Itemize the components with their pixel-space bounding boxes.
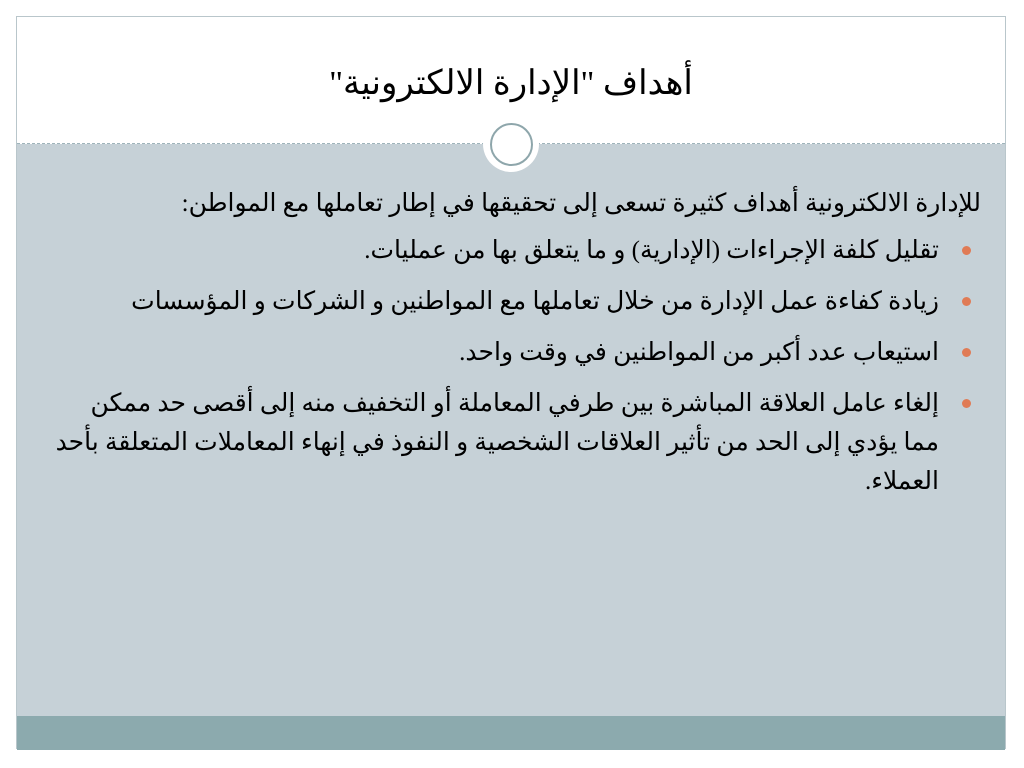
content-area bbox=[17, 144, 1005, 716]
ring-inner bbox=[490, 123, 533, 166]
intro-paragraph: للإدارة الالكترونية أهداف كثيرة تسعى إلى تحقيقها في إطار تعاملها مع المواطن: bbox=[181, 190, 981, 217]
bullet-item bbox=[55, 384, 981, 501]
bullet-item bbox=[55, 231, 981, 270]
bullet-text: تقليل كلفة الإجراءات (الإدارية) و ما يتعلق بها من عمليات. bbox=[364, 237, 939, 264]
bullet-dot-icon bbox=[962, 399, 971, 408]
bullet-list bbox=[55, 231, 981, 501]
bullet-item bbox=[55, 333, 981, 372]
bullet-dot-icon bbox=[962, 348, 971, 357]
bullet-dot-icon bbox=[962, 246, 971, 255]
bottom-band bbox=[17, 716, 1005, 750]
bullet-text: زيادة كفاءة عمل الإدارة من خلال تعاملها مع المواطنين و الشركات و المؤسسات bbox=[131, 288, 939, 315]
bullet-text: استيعاب عدد أكبر من المواطنين في وقت واحد. bbox=[459, 339, 939, 366]
body-text bbox=[55, 184, 981, 513]
slide bbox=[16, 16, 1006, 749]
slide-title: أهداف "الإدارة الالكترونية" bbox=[329, 64, 693, 102]
bullet-item bbox=[55, 282, 981, 321]
bullet-dot-icon bbox=[962, 297, 971, 306]
bullet-text: إلغاء عامل العلاقة المباشرة بين طرفي المعاملة أو التخفيف منه إلى أقصى حد ممكن مما يؤدي إلى الحد من تأثير العلاقات الشخصية و النفوذ في إنهاء المعاملات المتعلقة بأحد العملاء. bbox=[55, 390, 939, 495]
ring-ornament-icon bbox=[483, 116, 539, 172]
